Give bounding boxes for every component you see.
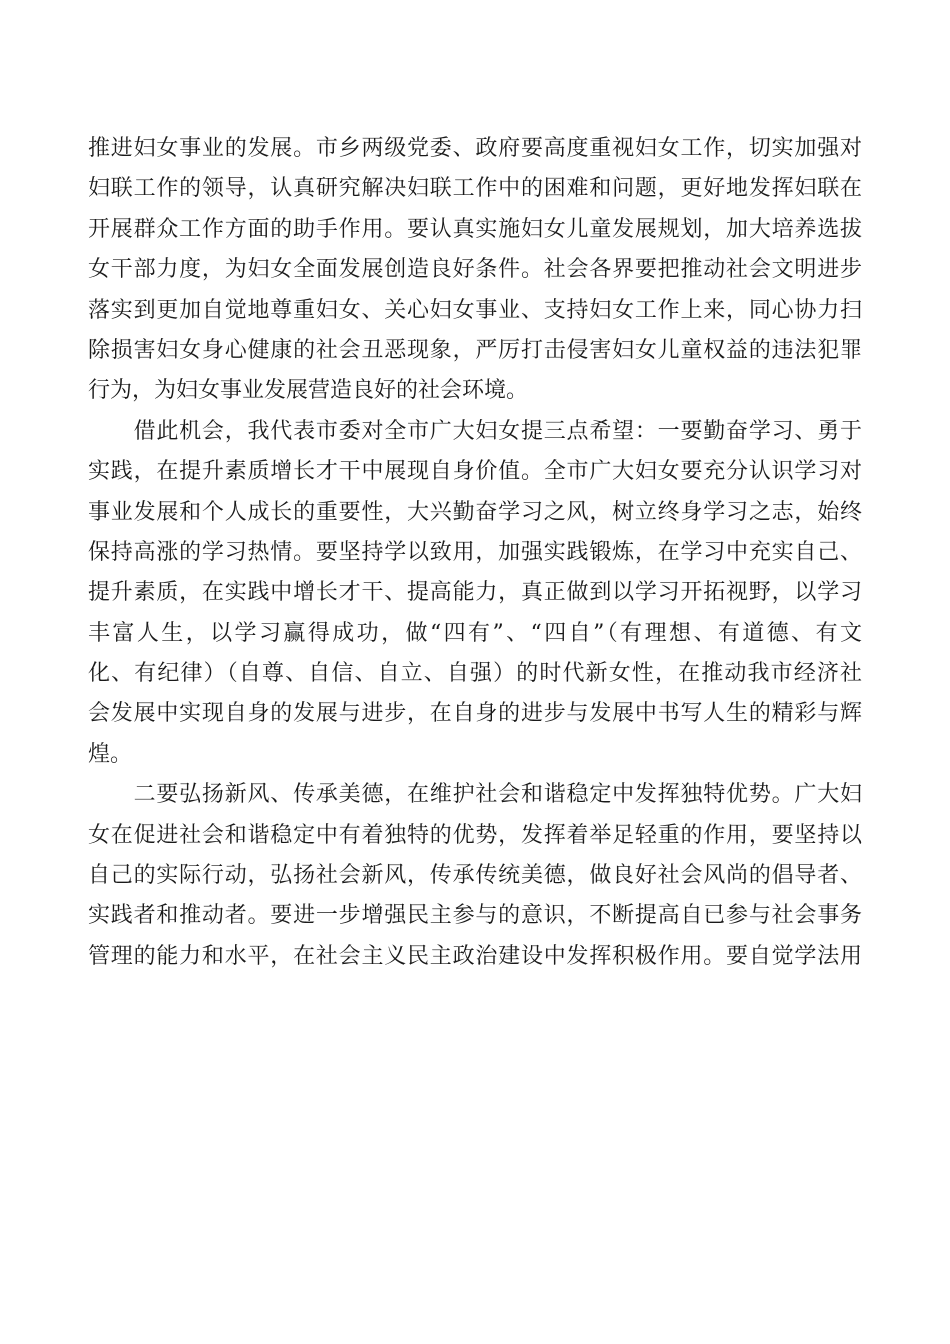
text-line: 事业发展和个人成长的重要性，大兴勤奋学习之风，树立终身学习之志，始终 (88, 499, 862, 525)
text-line: 女在促进社会和谐稳定中有着独特的优势，发挥着举足轻重的作用，要坚持以 (88, 822, 862, 848)
text-line: 会发展中实现自身的发展与进步，在自身的进步与发展中书写人生的精彩与辉 (88, 701, 862, 727)
text-line: 借此机会，我代表市委对全市广大妇女提三点希望：一要勤奋学习、勇于 (88, 418, 862, 444)
text-line: 管理的能力和水平，在社会主义民主政治建设中发挥积极作用。要自觉学法用 (88, 943, 862, 969)
document-body (88, 129, 862, 977)
text-line: 保持高涨的学习热情。要坚持学以致用，加强实践锻炼，在学习中充实自己、 (88, 539, 862, 565)
text-line: 煌。 (88, 741, 133, 767)
text-line: 提升素质，在实践中增长才干、提高能力，真正做到以学习开拓视野，以学习 (88, 580, 862, 606)
paragraph-1 (88, 129, 862, 412)
text-line: 开展群众工作方面的助手作用。要认真实施妇女儿童发展规划，加大培养选拔 (88, 216, 862, 242)
text-line: 推进妇女事业的发展。市乡两级党委、政府要高度重视妇女工作，切实加强对 (88, 136, 862, 161)
text-line: 除损害妇女身心健康的社会丑恶现象，严厉打击侵害妇女儿童权益的违法犯罪 (88, 337, 862, 363)
text-line: 二要弘扬新风、传承美德，在维护社会和谐稳定中发挥独特优势。广大妇 (88, 782, 862, 808)
text-line: 妇联工作的领导，认真研究解决妇联工作中的困难和问题，更好地发挥妇联在 (88, 176, 862, 202)
text-line: 实践，在提升素质增长才干中展现自身价值。全市广大妇女要充分认识学习对 (88, 459, 862, 485)
paragraph-3 (88, 775, 862, 977)
paragraph-2 (88, 412, 862, 776)
text-line: 自己的实际行动，弘扬社会新风，传承传统美德，做良好社会风尚的倡导者、 (88, 863, 862, 889)
text-line: 行为，为妇女事业发展营造良好的社会环境。 (88, 378, 529, 404)
text-line: 实践者和推动者。要进一步增强民主参与的意识，不断提高自已参与社会事务 (88, 903, 862, 929)
text-line: 丰富人生，以学习赢得成功，做“四有”、“四自”（有理想、有道德、有文 (88, 620, 862, 646)
text-line: 女干部力度，为妇女全面发展创造良好条件。社会各界要把推动社会文明进步 (88, 257, 862, 283)
text-line: 落实到更加自觉地尊重妇女、关心妇女事业、支持妇女工作上来，同心协力扫 (88, 297, 862, 323)
text-line: 化、有纪律）（自尊、自信、自立、自强）的时代新女性，在推动我市经济社 (88, 661, 862, 687)
